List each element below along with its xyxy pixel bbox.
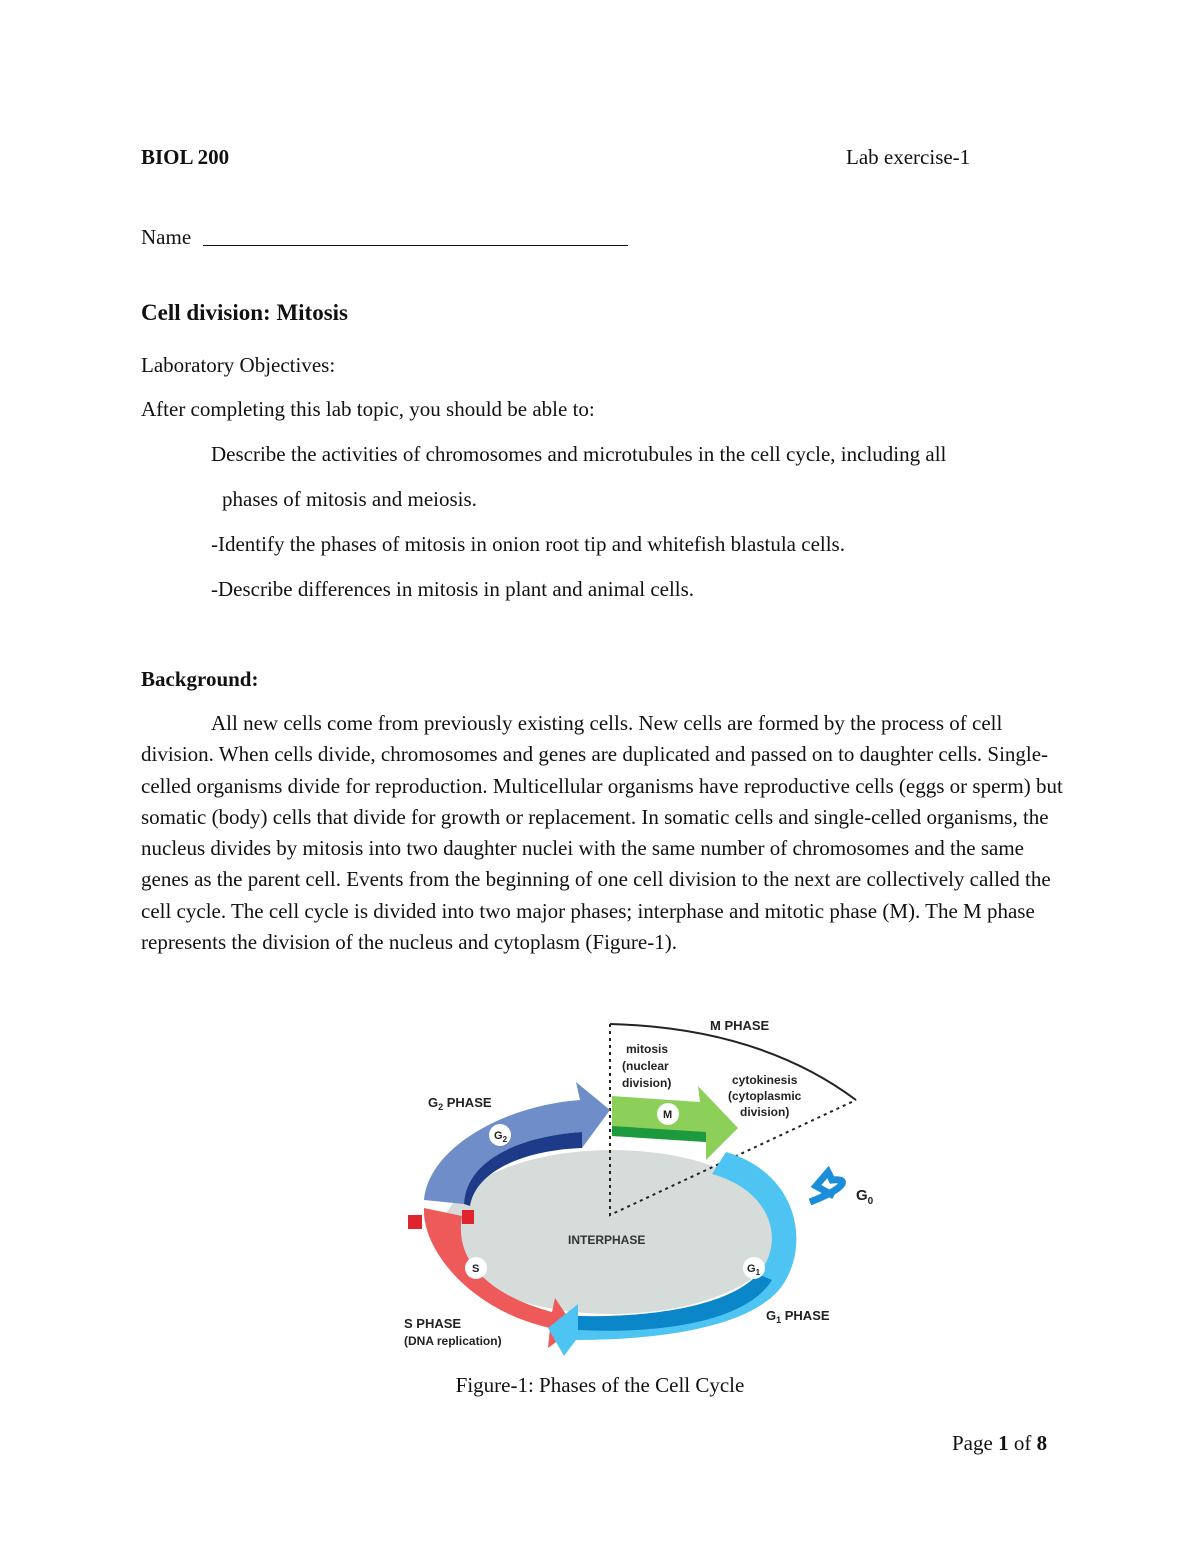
interphase-label: INTERPHASE xyxy=(568,1233,646,1247)
cell-cycle-diagram xyxy=(380,1010,900,1360)
objective-item: phases of mitosis and meiosis. xyxy=(222,487,477,511)
background-paragraph xyxy=(141,708,1066,958)
objective-item: Describe the activities of chromosomes and microtubules in the cell cycle, including all xyxy=(211,442,947,466)
course-code: BIOL 200 xyxy=(141,145,230,169)
m-phase-label: M PHASE xyxy=(710,1018,770,1033)
objectives-heading: Laboratory Objectives: xyxy=(141,353,336,377)
s-phase-sublabel: (DNA replication) xyxy=(404,1334,502,1348)
name-blank-line xyxy=(203,245,628,246)
name-label: Name xyxy=(141,225,192,249)
s-phase-label: S PHASE xyxy=(404,1316,462,1331)
g2-marker-label: $G_2$ xyxy=(494,1130,508,1144)
s-phase-start-block xyxy=(408,1215,422,1229)
objective-item: -Describe differences in mitosis in plant and animal cells. xyxy=(211,577,695,601)
cytokinesis-label: division) xyxy=(740,1105,790,1119)
g0-label: $G_0$ xyxy=(856,1187,874,1207)
page-number: Page 1 of 8 xyxy=(952,1431,1048,1455)
background-text: All new cells come from previously existing cells. New cells are formed by the process of cell division. When cells divide, chromosomes and genes are duplicated and passed on to daughter cells. Single-celled organisms divide for reproduction. Multicellular organisms have reproductive cells (eggs or sperm) but somatic (body) cells that divide for growth or replacement. In somatic cells and single-celled organisms, the nucleus divides by mitosis into two daughter nuclei with the same number of chromosomes and the same genes as the parent cell. Events from the beginning of one cell division to the next are collectively called the cell cycle. The cell cycle is divided into two major phases; interphase and mitotic phase (M). The M phase represents the division of the nucleus and cytoplasm (Figure-1). xyxy=(141,711,1063,955)
m-marker-label: M xyxy=(663,1109,673,1121)
mitosis-label: division) xyxy=(622,1076,672,1090)
cytokinesis-label: cytokinesis xyxy=(732,1073,798,1087)
mitosis-label: mitosis xyxy=(626,1042,669,1056)
g1-phase-label: $G_1$ PHASE xyxy=(766,1308,830,1325)
objectives-intro: After completing this lab topic, you should be able to: xyxy=(141,397,595,421)
s-phase-end-block xyxy=(462,1210,474,1224)
figure-caption: Figure-1: Phases of the Cell Cycle xyxy=(455,1373,745,1397)
m-phase-arrow xyxy=(612,1086,738,1160)
objective-item: -Identify the phases of mitosis in onion root tip and whitefish blastula cells. xyxy=(211,532,845,556)
g2-phase-label: $G_2$ PHASE xyxy=(428,1095,492,1112)
s-marker-label: S xyxy=(472,1263,480,1275)
cytokinesis-label: (cytoplasmic xyxy=(728,1089,802,1103)
exercise-label: Lab exercise-1 xyxy=(846,145,971,169)
page-title: Cell division: Mitosis xyxy=(141,300,349,325)
mitosis-label: (nuclear xyxy=(622,1059,669,1073)
g1-marker-label: $G_1$ xyxy=(747,1263,761,1277)
background-heading: Background: xyxy=(141,667,259,691)
g0-loop-arrow xyxy=(810,1172,842,1202)
